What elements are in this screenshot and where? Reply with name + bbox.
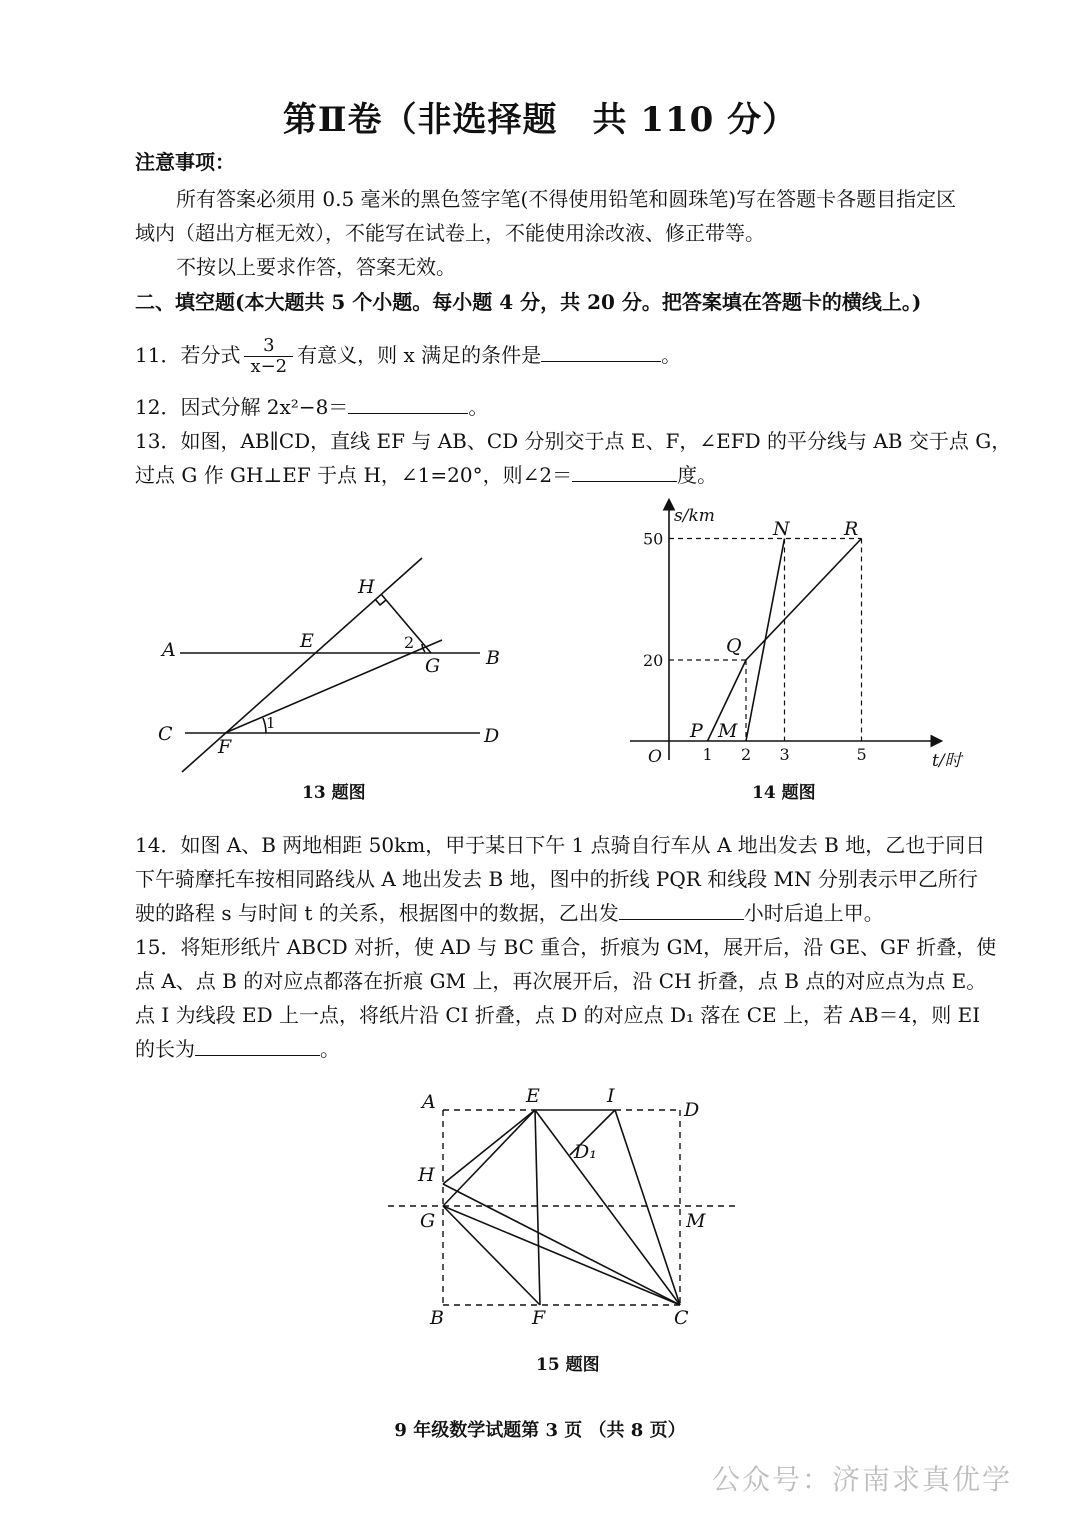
y-tick-label-20: 20 bbox=[643, 651, 664, 670]
q12-end: 。 bbox=[468, 395, 489, 419]
q14-line-3 bbox=[135, 896, 884, 930]
label-d1: D₁ bbox=[574, 1141, 597, 1163]
segment-ic bbox=[615, 1110, 680, 1305]
notice-line-1: 所有答案必须用 0.5 毫米的黑色签字笔(不得使用铅笔和圆珠笔)写在答题卡各题目指定区 bbox=[176, 187, 957, 211]
label-e: E bbox=[526, 1085, 540, 1107]
section-2-heading: 二、填空题(本大题共 5 个小题。每小题 4 分，共 20 分。把答案填在答题卡的横线上。) bbox=[135, 290, 922, 314]
label-h: H bbox=[418, 1164, 435, 1186]
x-tick-label-1: 1 bbox=[702, 745, 713, 764]
series-line-mn bbox=[746, 539, 785, 742]
label-angle-1: 1 bbox=[266, 714, 276, 732]
notice-line-2: 域内（超出方框无效），不能写在试卷上，不能使用涂改液、修正带等。 bbox=[135, 221, 765, 245]
figure-13-caption: 13 题图 bbox=[302, 783, 366, 803]
label-angle-2: 2 bbox=[404, 633, 415, 652]
q11-numerator: 3 bbox=[244, 336, 293, 357]
q12-prefix: 12．因式分解 2x²−8＝ bbox=[135, 395, 349, 419]
q15-answer-blank bbox=[195, 1033, 320, 1056]
segment-he bbox=[443, 1110, 535, 1184]
label-d: D bbox=[684, 1099, 700, 1121]
q13-answer-blank bbox=[572, 459, 677, 482]
q15-line-4 bbox=[135, 1032, 340, 1066]
page-footer: 9 年级数学试题第 3 页 （共 8 页） bbox=[394, 1420, 686, 1441]
q13-unit: 度。 bbox=[677, 463, 718, 487]
x-tick-label-5: 5 bbox=[856, 745, 867, 764]
question-12 bbox=[135, 390, 488, 424]
notice-line-3: 不按以上要求作答，答案无效。 bbox=[176, 255, 456, 279]
figure-13 bbox=[140, 540, 540, 810]
right-angle-mark bbox=[375, 599, 386, 605]
x-tick-label-2: 2 bbox=[741, 745, 752, 764]
label-d: D bbox=[484, 725, 500, 747]
label-e: E bbox=[300, 630, 314, 652]
q11-answer-blank bbox=[541, 339, 661, 362]
label-m: M bbox=[686, 1210, 706, 1232]
point-r-label: R bbox=[844, 518, 859, 540]
figure-15-caption: 15 题图 bbox=[536, 1355, 600, 1375]
y-axis-label: s/km bbox=[674, 506, 715, 526]
label-b: B bbox=[486, 647, 500, 669]
figure-14-caption: 14 题图 bbox=[752, 783, 816, 803]
q13-line-2 bbox=[135, 458, 717, 492]
figure-14-chart bbox=[630, 495, 980, 780]
q14-line-3-prefix: 驶的路程 s 与时间 t 的关系，根据图中的数据，乙出发 bbox=[135, 901, 619, 925]
label-g: G bbox=[420, 1210, 436, 1232]
q13-line-1: 13．如图，AB∥CD，直线 EF 与 AB、CD 分别交于点 E、F，∠EFD 的平分线与 AB 交于点 G， bbox=[135, 429, 1012, 453]
q14-answer-blank bbox=[619, 897, 744, 920]
q13-text: 过点 G 作 GH⊥EF 于点 H，∠1=20°，则∠2＝ bbox=[135, 463, 573, 487]
segment-gc bbox=[443, 1206, 680, 1305]
bisector-fg bbox=[225, 640, 442, 733]
q15-line-1: 15．将矩形纸片 ABCD 对折，使 AD 与 BC 重合，折痕为 GM，展开后，沿 GE、GF 折叠，使 bbox=[135, 935, 997, 959]
label-b: B bbox=[430, 1307, 444, 1329]
label-h: H bbox=[358, 576, 375, 598]
origin-label: O bbox=[648, 747, 662, 767]
point-m-label: M bbox=[718, 720, 738, 742]
label-c: C bbox=[158, 723, 173, 745]
point-q-label: Q bbox=[726, 635, 742, 657]
segment-gf bbox=[443, 1206, 540, 1305]
q15-line-4-prefix: 的长为 bbox=[135, 1037, 195, 1061]
q14-line-3-suffix: 小时后追上甲。 bbox=[743, 901, 884, 925]
q11-prefix: 11．若分式 bbox=[135, 343, 241, 367]
q14-line-2: 下午骑摩托车按相同路线从 A 地出发去 B 地，图中的折线 PQR 和线段 MN 分别表示甲乙所行 bbox=[135, 867, 978, 891]
q15-line-3: 点 I 为线段 ED 上一点，将纸片沿 CI 折叠，点 D 的对应点 D₁ 落在 CE 上，若 AB＝4，则 EI bbox=[135, 1003, 981, 1027]
label-c: C bbox=[674, 1307, 689, 1329]
x-axis-label: t/时 bbox=[932, 751, 962, 771]
q11-suffix: 有意义，则 x 满足的条件是 bbox=[297, 343, 542, 367]
segment-hc bbox=[443, 1184, 680, 1305]
label-f: F bbox=[218, 736, 232, 758]
q11-denominator: x−2 bbox=[250, 356, 288, 377]
notice-heading: 注意事项： bbox=[135, 150, 235, 174]
q14-line-1: 14．如图 A、B 两地相距 50km，甲于某日下午 1 点骑自行车从 A 地出发去 B 地，乙也于同日 bbox=[135, 833, 986, 857]
label-g: G bbox=[425, 655, 441, 677]
question-11 bbox=[135, 336, 681, 377]
label-a: A bbox=[422, 1091, 436, 1113]
y-tick-label-50: 50 bbox=[643, 529, 664, 549]
q15-line-2: 点 A、点 B 的对应点都落在折痕 GM 上，再次展开后，沿 CH 折叠，点 B 点的对应点为点 E。 bbox=[135, 969, 987, 993]
q11-end: 。 bbox=[661, 343, 682, 367]
x-tick-label-3: 3 bbox=[779, 745, 790, 764]
q12-answer-blank bbox=[348, 391, 468, 414]
segment-ec bbox=[535, 1110, 680, 1305]
point-p-label: P bbox=[690, 720, 703, 742]
label-i: I bbox=[607, 1085, 615, 1107]
q15-end: 。 bbox=[320, 1037, 340, 1061]
figure-15 bbox=[380, 1080, 750, 1340]
label-f: F bbox=[532, 1307, 546, 1329]
watermark: 公众号：济南求真优学 bbox=[712, 1463, 1013, 1496]
q11-fraction bbox=[244, 336, 293, 377]
point-n-label: N bbox=[773, 518, 790, 540]
segment-ef bbox=[535, 1110, 540, 1305]
page-title: 第Ⅱ卷（非选择题 共 110 分） bbox=[282, 100, 798, 140]
label-a: A bbox=[162, 639, 176, 661]
